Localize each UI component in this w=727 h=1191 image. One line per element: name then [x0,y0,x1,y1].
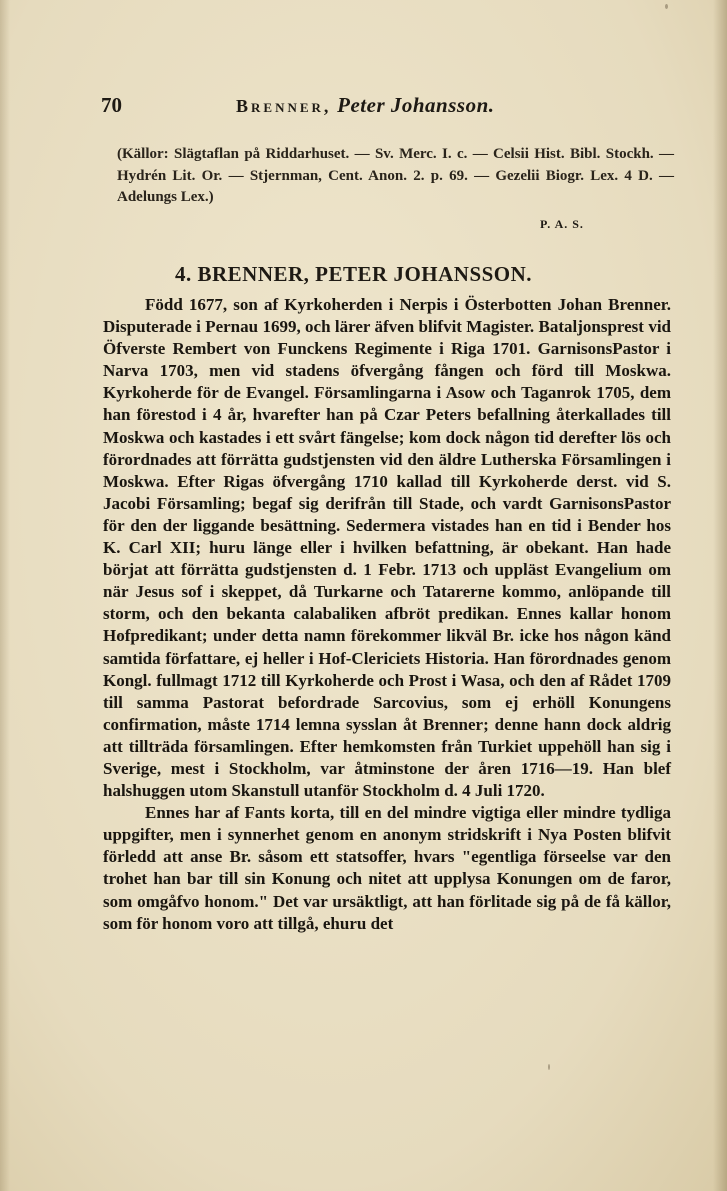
page-right-shadow [713,0,727,1191]
entry-paragraph-1: Född 1677, son af Kyrkoherden i Nerpis i Österbotten Johan Brenner. Disputerade i Pernau 1699, och lärer äfven blifvit Magister. Bataljonsprest vid Öfverste Rembert von Funckens Regimente i Riga 1701. GarnisonsPastor i Narva 1703, men vid stadens öfvergång fången och förd till Moskwa. Kyrkoherde för de Evangel. Församlingarna i Asow och Taganrok 1705, dem han förestod i 4 år, hvarefter han på Czar Peters befallning återkallades till Moskwa och kastades i ett svårt fängelse; kom dock någon tid derefter lös och förordnades att förrätta gudstjensten vid den äldre Lutherska Församlingen i Moskwa. Efter Rigas öfvergång 1710 kallad till Kyrkoherde derst. vid S. Jacobi Församling; begaf sig derifrån till Stade, och vardt GarnisonsPastor för den der liggande besättning. Sedermera vistades han en tid i Bender hos K. Carl XII; huru länge eller i hvilken befattning, är obekant. Han hade börjat att förrätta gudstjensten d. 1 Febr. 1713 och uppläst Evangelium om när Jesus sof i skeppet, då Turkarne och Tatarerne kommo, anlöpande till storm, och den bekanta calabaliken afbröt predikan. Ennes kallar honom Hofpredikant; under detta namn förekommer likväl Br. icke hos någon känd samtida författare, ej heller i Hof-Clericiets Historia. Han förordnades genom Kongl. fullmagt 1712 till Kyrkoherde och Prost i Wasa, och den af Rådet 1709 till samma Pastorat befordrade Sarcovius, som ej erhöll Konungens confirmation, måste 1714 lemna sysslan åt Brenner; denne hann dock aldrig att tillträda församlingen. Efter hemkomsten från Turkiet uppehöll han sig i Sverige, mest i Stockholm, var åtminstone der åren 1716—19. Han blef halshuggen utom Skanstull utanför Stockholm d. 4 Juli 1720. [103,295,671,801]
sources-note: (Källor: Slägtaflan på Riddarhuset. — Sv. Merc. I. c. — Celsii Hist. Bibl. Stockh. — Hydrén Lit. Or. — Stjernman, Cent. Anon. 2. p. 69. — Gezelii Biogr. Lex. 4 D. — Adelungs Lex.) [117,146,674,205]
running-title-given: Peter Johansson. [337,93,495,117]
running-title [236,93,495,118]
entry-paragraph-2: Ennes har af Fants korta, till en del mindre vigtiga eller mindre tydliga uppgifter, men i synnerhet genom en anonym stridskrift i Nya Posten blifvit förledd att anse Br. såsom ett statsoffer, hvars "egentliga förseelse var den trohet han bar till sin Konung och nitet att upplysa Konungen om de faror, som omgåfvo honom." Det var ursäktligt, att han förlitade sig på de få källor, som för honom voro att tillgå, ehuru det [103,803,671,933]
page-number: 70 [101,93,122,117]
entry-heading: 4. BRENNER, PETER JOHANSSON. [175,262,533,286]
page-left-shadow [0,0,10,1191]
entry-body [103,294,671,935]
author-signature: P. A. S. [540,217,584,231]
paper-speck [548,1064,550,1070]
paper-speck [665,4,668,9]
paper-speck [118,634,121,637]
running-title-surname: Brenner, [236,96,332,116]
